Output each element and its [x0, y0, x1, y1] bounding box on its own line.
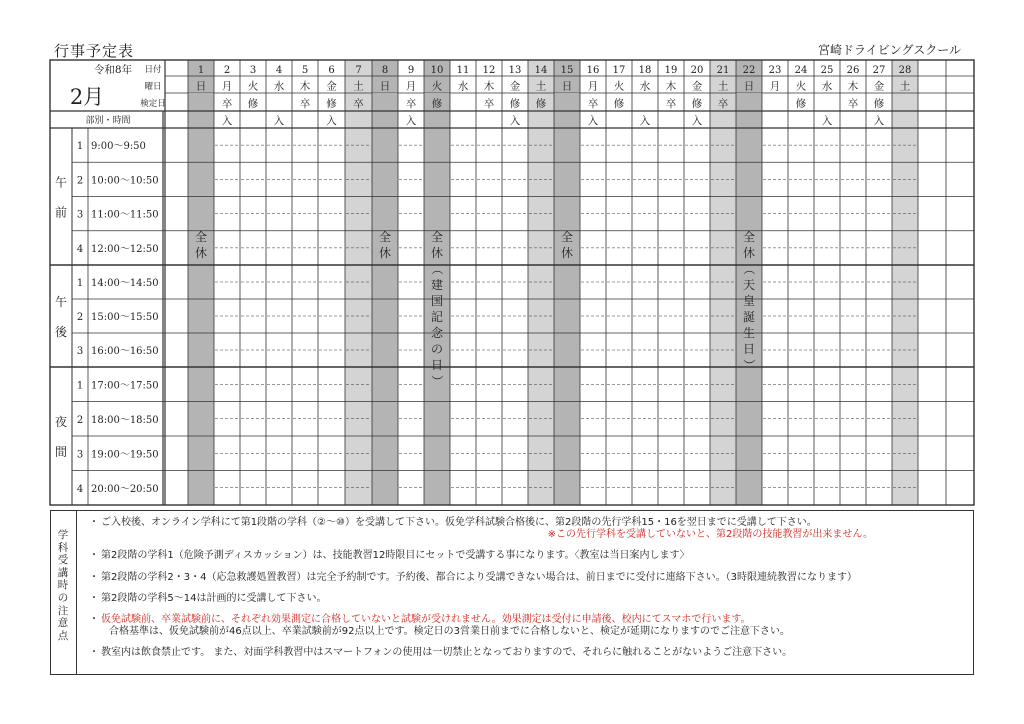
note-text: 合格基準は、仮免試験前が46点以上、卒業試験前が92点以上です。検定日の3営業日前までに合格しないと、検定が延期になりますのでご注意下さい。: [109, 626, 791, 638]
page-title: 行事予定表: [54, 42, 135, 60]
day-number: 19: [664, 65, 678, 76]
day-number: 20: [690, 65, 704, 76]
day-weekday: 日: [195, 80, 207, 93]
day-number: 26: [846, 65, 860, 76]
exam-mark: 修: [535, 98, 547, 110]
day-weekday: 日: [743, 80, 755, 93]
exam-mark: 修: [613, 98, 625, 110]
exam-mark: 修: [247, 98, 259, 110]
exam-mark: 卒: [405, 98, 417, 110]
school-name: 宮崎ドライビングスクール: [818, 43, 962, 57]
day-weekday: 金: [691, 80, 703, 93]
section-label: 前: [54, 205, 68, 220]
closure-char: 全: [430, 230, 444, 244]
closure-char: 全: [378, 230, 392, 244]
day-number: 22: [742, 65, 756, 76]
day-number: 28: [898, 65, 912, 76]
day-weekday: 土: [899, 80, 911, 93]
notes-list: [89, 517, 969, 669]
exam-mark: 入: [509, 115, 521, 127]
day-number: 3: [249, 65, 257, 76]
exam-mark: 入: [821, 115, 833, 127]
day-weekday: 水: [639, 80, 651, 93]
date-row-label: 日付: [144, 65, 162, 75]
section-label: 夜: [54, 415, 68, 429]
exam-mark: 入: [405, 115, 417, 127]
day-number: 7: [355, 65, 362, 76]
slot-time: 14:00～14:50: [91, 278, 159, 289]
day-weekday: 水: [457, 80, 469, 93]
exam-mark: 入: [221, 115, 233, 127]
exam-mark: 卒: [587, 98, 599, 110]
closure-paren: ）: [430, 374, 444, 388]
exam-mark: 卒: [483, 98, 495, 110]
note-text: ご入校後、オンライン学科にて第1段階の学科（②～⑩）を受講して下さい。仮免学科試験合格後に、第2段階の先行学科15・16を翌日までに受講して下さい。: [101, 517, 817, 528]
slot-number: 1: [76, 380, 84, 392]
exam-mark: 卒: [353, 98, 364, 110]
day-weekday: 木: [665, 80, 677, 93]
day-weekday: 金: [509, 80, 521, 93]
slot-time: 17:00～17:50: [91, 380, 159, 392]
exam-row-label: 検定日: [140, 99, 166, 109]
note-item: [89, 647, 969, 659]
slot-number: 1: [76, 278, 84, 289]
closed-day-column: [554, 94, 580, 505]
closure-char: 国: [430, 294, 444, 308]
day-number: 9: [407, 65, 415, 76]
day-number: 15: [560, 65, 574, 76]
day-weekday: 火: [795, 80, 807, 93]
day-number: 13: [508, 65, 522, 76]
exam-mark: 卒: [221, 98, 233, 110]
day-number: 2: [223, 65, 231, 76]
day-weekday: 水: [273, 80, 285, 93]
day-number: 18: [638, 65, 652, 76]
exam-mark: 卒: [299, 98, 311, 110]
closure-char: 全: [742, 230, 756, 244]
slot-number: 2: [76, 175, 84, 187]
day-weekday: 火: [431, 80, 443, 93]
exam-mark: 卒: [665, 98, 677, 110]
month-label: 2月: [69, 85, 105, 109]
slot-number: 4: [76, 243, 84, 255]
day-weekday: 金: [873, 80, 885, 93]
day-number: 25: [820, 65, 834, 76]
saturday-column: [892, 60, 918, 505]
slot-time: 15:00～15:50: [91, 312, 159, 323]
exam-mark: 修: [431, 98, 443, 110]
exam-mark: 修: [873, 98, 885, 110]
note-text: 第2段階の学科2・3・4（応急救護処置教習）は完全予約制です。予約後、都合により受講できない場合は、前日までに受付に連絡下さい。（3時限連続教習になります）: [101, 571, 858, 583]
day-number: 1: [197, 65, 205, 76]
exam-mark: 修: [795, 98, 807, 110]
day-number: 24: [794, 65, 808, 76]
slot-number: 2: [76, 312, 84, 323]
exam-mark: 修: [326, 98, 337, 110]
slot-time: 12:00～12:50: [91, 243, 159, 255]
closed-day-column: [372, 94, 398, 505]
slot-number: 1: [76, 141, 84, 153]
closure-char: 日: [742, 342, 756, 356]
section-label: 午: [54, 175, 68, 190]
closure-char: 休: [378, 246, 392, 260]
note-item: [89, 614, 969, 638]
day-weekday: 火: [247, 80, 259, 93]
closure-paren: （: [430, 262, 444, 276]
closure-char: 日: [430, 358, 444, 372]
slot-time: 18:00～18:50: [91, 414, 159, 426]
closure-char: 休: [194, 246, 208, 260]
slot-time: 20:00～20:50: [91, 483, 159, 495]
day-weekday: 金: [326, 80, 337, 93]
day-weekday: 土: [535, 80, 547, 93]
closure-char: 記: [430, 310, 444, 324]
closure-char: 建: [430, 278, 444, 292]
day-number: 6: [328, 65, 335, 76]
closure-char: 天: [742, 278, 756, 292]
notes-heading-cell: [51, 511, 77, 674]
notes-heading: 学科受講時の注意点: [57, 529, 69, 642]
saturday-column: [528, 60, 554, 505]
closure-char: 全: [560, 230, 574, 244]
slot-time: 11:00～11:50: [91, 209, 159, 221]
notes-box: [50, 510, 974, 675]
day-number: 8: [381, 65, 389, 76]
note-item: [89, 593, 969, 605]
era-label: 令和8年: [93, 64, 133, 76]
closure-char: 休: [742, 246, 756, 260]
section-label: 午: [54, 295, 68, 309]
saturday-column: [345, 60, 372, 505]
exam-mark: 入: [873, 115, 885, 127]
section-label: 間: [54, 445, 68, 459]
day-number: 17: [612, 65, 626, 76]
day-weekday: 土: [717, 80, 729, 93]
closure-char: 休: [560, 246, 574, 260]
note-item: [89, 517, 969, 541]
slot-number: 2: [76, 414, 84, 426]
section-label: 後: [54, 325, 68, 339]
day-weekday: 木: [483, 80, 495, 93]
exam-mark: 修: [691, 98, 703, 110]
day-number: 21: [716, 65, 730, 76]
note-item: [89, 550, 969, 562]
day-weekday: 日: [561, 80, 573, 93]
day-number: 23: [768, 65, 782, 76]
slot-time: 10:00～10:50: [91, 175, 159, 187]
closure-char: 皇: [742, 294, 756, 308]
closure-paren: ）: [742, 358, 756, 372]
slot-number: 3: [76, 449, 84, 461]
closure-char: 休: [430, 246, 444, 260]
note-warning: 仮免試験前、卒業試験前に、それぞれ効果測定に合格していないと試験が受けれません。効果測定は受付に申請後、校内にてスマホで行います。: [101, 614, 751, 626]
exam-mark: 卒: [717, 98, 729, 110]
day-number: 5: [301, 65, 309, 76]
exam-mark: 入: [326, 115, 337, 127]
weekday-row-label: 曜日: [144, 82, 162, 92]
note-item: [89, 572, 969, 584]
slot-time: 16:00～16:50: [91, 346, 159, 357]
closed-day-column: [188, 94, 214, 505]
exam-mark: 卒: [847, 98, 859, 110]
day-number: 27: [872, 65, 886, 76]
day-number: 12: [482, 65, 496, 76]
exam-mark: 修: [509, 98, 521, 110]
slot-number: 3: [76, 209, 84, 221]
exam-mark: 入: [691, 115, 703, 127]
note-text: 第2段階の学科1（危険予測ディスカッション）は、技能教習12時限目にセットで受講する事になります。〈教室は当日案内します〉: [101, 550, 690, 562]
closure-char: の: [430, 342, 444, 356]
exam-mark: 入: [639, 115, 651, 127]
exam-mark: 入: [273, 115, 285, 127]
day-weekday: 月: [769, 80, 781, 93]
day-weekday: 木: [299, 80, 311, 93]
closure-char: 生: [742, 326, 756, 340]
day-number: 4: [275, 65, 283, 76]
day-weekday: 月: [587, 80, 599, 93]
day-weekday: 水: [821, 80, 833, 93]
period-label: 部別・時間: [85, 116, 131, 126]
closure-paren: （: [742, 262, 756, 276]
exam-mark: 入: [587, 115, 599, 127]
note-text: 第2段階の学科5～14は計画的に受講して下さい。: [101, 592, 327, 604]
slot-number: 3: [76, 346, 84, 357]
slot-number: 4: [76, 483, 84, 495]
slot-time: 19:00～19:50: [91, 449, 159, 461]
saturday-column: [710, 60, 736, 505]
day-weekday: 木: [847, 80, 859, 93]
slot-time: 9:00～9:50: [91, 141, 146, 153]
day-number: 10: [430, 65, 444, 76]
day-weekday: 土: [353, 80, 364, 93]
note-warning: ※この先行学科を受講していないと、第2段階の技能教習が出来ません。: [547, 529, 873, 541]
note-text: 教室内は飲食禁止です。 また、対面学科教習中はスマートフォンの使用は一切禁止となっておりますので、それらに触れることがないようご注意下さい。: [101, 647, 793, 659]
closure-char: 誕: [742, 310, 756, 324]
day-number: 16: [586, 65, 600, 76]
day-number: 11: [456, 65, 470, 76]
day-weekday: 日: [379, 80, 391, 93]
day-weekday: 火: [613, 80, 625, 93]
day-weekday: 月: [221, 80, 233, 93]
day-number: 14: [534, 65, 548, 76]
closure-char: 全: [194, 230, 208, 244]
day-weekday: 月: [405, 80, 417, 93]
closure-char: 念: [430, 326, 444, 340]
